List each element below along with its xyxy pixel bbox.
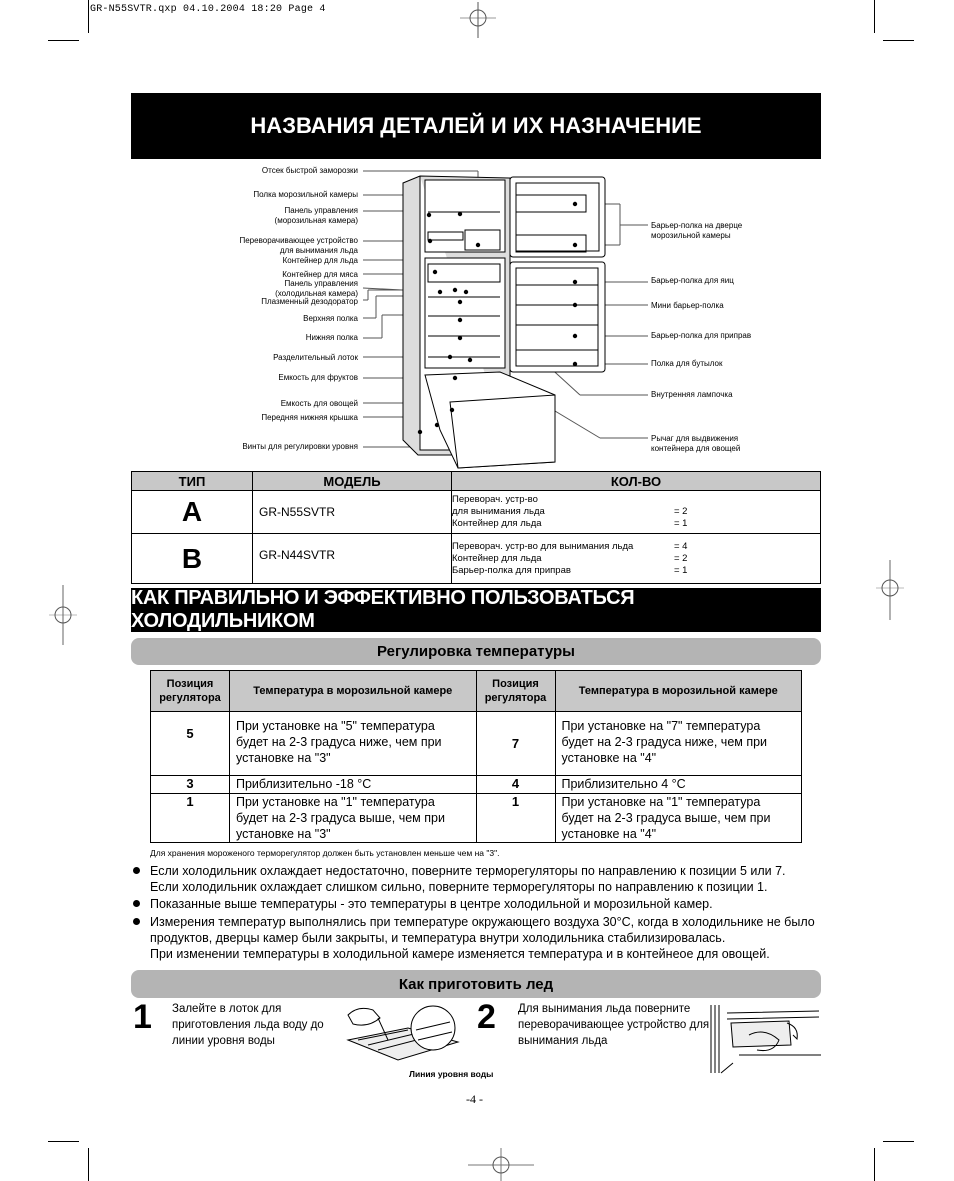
part-label: Контейнер для мяса xyxy=(282,270,358,279)
type-cell: A xyxy=(132,491,253,534)
model-cell: GR-N44SVTR xyxy=(253,534,452,584)
note-text: Для хранения мороженого терморегулятор должен быть установлен меньше чем на "3". xyxy=(150,848,500,858)
registration-mark-icon xyxy=(460,2,496,38)
table-row xyxy=(132,534,821,584)
column-header: КОЛ-ВО xyxy=(452,472,821,491)
table-row xyxy=(132,491,821,534)
refrigerator-diagram-icon xyxy=(360,160,650,475)
page-number: -4 - xyxy=(466,1092,483,1106)
crop-mark xyxy=(48,1141,79,1142)
subsection-ice: Как приготовить лед xyxy=(131,970,821,998)
column-header: МОДЕЛЬ xyxy=(253,472,452,491)
part-label: Винты для регулировки уровня xyxy=(242,442,358,451)
part-label: Внутренняя лампочка xyxy=(651,390,733,399)
table-row: 1 При установке на "1" температура будет на 2-3 градуса выше, чем при установке на "3" 1 При установке на "1" температура будет на 2-3 градуса выше, чем при установке на "4" xyxy=(151,794,802,843)
subsection-temperature: Регулировка температуры xyxy=(131,638,821,665)
qty-cell: Переворач. устр-во для вынимания льда = 2 Контейнер для льда = 1 xyxy=(452,491,821,534)
part-label: Полка морозильной камеры xyxy=(253,190,358,199)
bullet-item: Показанные выше температуры - это температуры в центре холодильной и морозильной камер. xyxy=(133,896,833,912)
section-title-parts: НАЗВАНИЯ ДЕТАЛЕЙ И ИХ НАЗНАЧЕНИЕ xyxy=(131,93,821,159)
registration-mark-icon xyxy=(466,1148,536,1181)
column-header: ТИП xyxy=(132,472,253,491)
step-number: 1 xyxy=(133,998,152,1036)
part-label: Панель управления (холодильная камера) xyxy=(275,279,358,298)
part-label: Переворачивающее устройство для вынимания льда xyxy=(239,236,358,255)
bullet-item: Измерения температур выполнялись при температуре окружающего воздуха 30°C, когда в холодильнике не было продуктов, дверцы камер были закрыты, и температура внутри холодильника стабилизировалась. При изменении температуры в холодильной камере изменяется температура и в контейнеое для овощей. xyxy=(133,914,833,962)
part-label: Емкость для фруктов xyxy=(278,373,358,382)
crop-mark xyxy=(874,0,875,33)
section-title-usage: КАК ПРАВИЛЬНО И ЭФФЕКТИВНО ПОЛЬЗОВАТЬСЯ ХОЛОДИЛЬНИКОМ xyxy=(131,588,821,632)
part-label: Контейнер для льда xyxy=(282,256,358,265)
registration-mark-icon xyxy=(45,582,81,648)
part-label: Мини барьер-полка xyxy=(651,301,724,310)
part-label: Рычаг для выдвижения контейнера для овощей xyxy=(651,434,741,453)
bullet-icon xyxy=(133,900,140,907)
part-label: Верхняя полка xyxy=(303,314,358,323)
part-label: Барьер-полка для яиц xyxy=(651,276,734,285)
ice-ejector-illustration-icon xyxy=(709,1005,824,1075)
file-slug: GR-N55SVTR.qxp 04.10.2004 18:20 Page 4 xyxy=(90,4,326,15)
temperature-table xyxy=(150,670,802,843)
column-header: Позиция регулятора xyxy=(151,671,230,712)
part-label: Панель управления (морозильная камера) xyxy=(274,206,358,225)
model-table xyxy=(131,471,821,584)
part-label: Плазменный дезодоратор xyxy=(261,297,358,306)
table-row: 3 Приблизительно -18 °C 4 Приблизительно 4 °C xyxy=(151,776,802,794)
registration-mark-icon xyxy=(872,560,908,626)
column-header: Температура в морозильной камере xyxy=(230,671,477,712)
qty-cell: Переворач. устр-во для вынимания льда = 4 Контейнер для льда = 2 Барьер-полка для приправ = 1 xyxy=(452,534,821,584)
ice-tray-illustration-icon xyxy=(338,1000,468,1068)
part-label: Полка для бутылок xyxy=(651,359,723,368)
column-header: Позиция регулятора xyxy=(476,671,555,712)
crop-mark xyxy=(883,1141,914,1142)
step-text: Залейте в лоток для приготовления льда воду до линии уровня воды xyxy=(172,1003,324,1047)
part-label: Отсек быстрой заморозки xyxy=(261,166,358,175)
part-label: Барьер-полка для приправ xyxy=(651,331,752,340)
part-label: Нижняя полка xyxy=(305,333,358,342)
table-row: 5 При установке на "5" температура будет на 2-3 градуса ниже, чем при установке на "3" 7 При установке на "7" температура будет на 2-3 градуса ниже, чем при установке на "4" xyxy=(151,712,802,776)
part-label: Барьер-полка на дверце морозильной камеры xyxy=(651,221,743,240)
step-number: 2 xyxy=(477,998,496,1036)
bullet-item: Если холодильник охлаждает недостаточно, поверните терморегуляторы по направлению к позиции 5 или 7. Если холодильник охлаждает слишком сильно, поверните терморегуляторы по направлению к позиции 1. xyxy=(133,863,833,895)
crop-mark xyxy=(48,40,79,41)
model-cell: GR-N55SVTR xyxy=(253,491,452,534)
column-header: Температура в морозильной камере xyxy=(555,671,802,712)
water-line-caption: Линия уровня воды xyxy=(409,1069,494,1079)
crop-mark xyxy=(874,1148,875,1181)
type-cell: B xyxy=(132,534,253,584)
bullet-icon xyxy=(133,867,140,874)
part-label: Передняя нижняя крышка xyxy=(261,413,358,422)
crop-mark xyxy=(883,40,914,41)
part-label: Разделительный лоток xyxy=(273,353,358,362)
bullet-icon xyxy=(133,918,140,925)
step-text: Для вынимания льда поверните переворачивающее устройство для вынимания льда xyxy=(518,1003,710,1047)
crop-mark xyxy=(88,0,89,33)
crop-mark xyxy=(88,1148,89,1181)
part-label: Емкость для овощей xyxy=(280,399,358,408)
